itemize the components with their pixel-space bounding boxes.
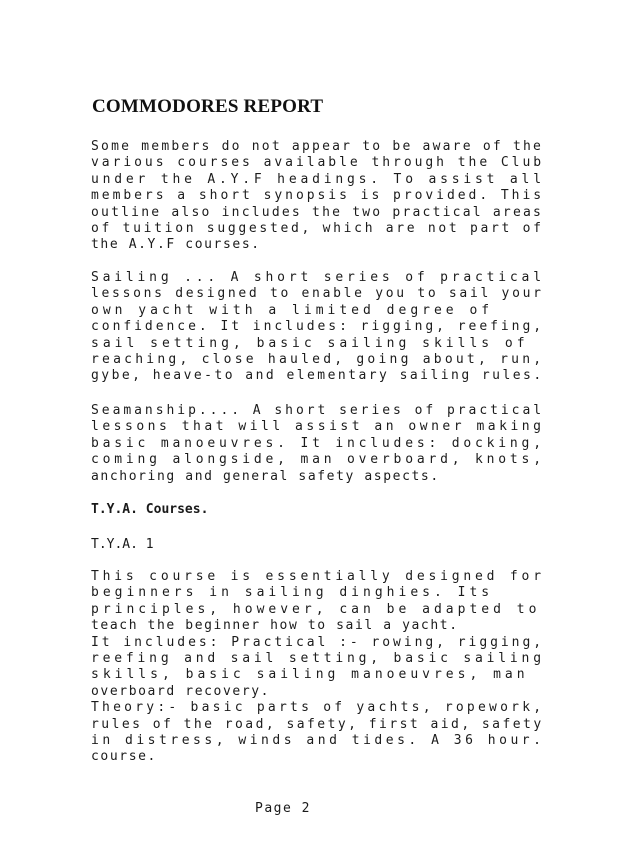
text-line: confidence. It includes: rigging, reefing, <box>91 319 545 335</box>
text-line: teach the beginner how to sail a yacht. <box>91 618 459 634</box>
text-line: outline also includes the two practical areas <box>91 204 544 220</box>
text-line: Seamanship.... A short series of practical <box>91 403 545 418</box>
text-line: sail setting, basic sailing skills of <box>91 335 529 351</box>
text-line: This course is essentially designed for <box>91 569 545 584</box>
seamanship-paragraph <box>91 403 545 485</box>
intro-paragraph <box>91 139 545 254</box>
text-line: under the A.Y.F headings. To assist all <box>91 171 545 187</box>
page-number: Page 2 <box>255 801 311 816</box>
text-line: reefing and sail setting, basic sailing <box>91 651 545 667</box>
text-line: Sailing ... A short series of practical <box>91 270 545 285</box>
tya-courses-heading: T.Y.A. Courses. <box>91 502 209 517</box>
text-line: coming alongside, man overboard, knots, <box>91 452 545 468</box>
text-line: principles, however, can be adapted to <box>91 601 541 617</box>
text-line: rules of the road, safety, first aid, safety <box>91 716 544 732</box>
tya1-heading: T.Y.A. 1 <box>91 537 154 552</box>
text-line: lessons designed to enable you to sail your <box>91 286 544 302</box>
tya1-paragraph <box>91 569 545 766</box>
text-line: own yacht with a limited degree of <box>91 302 494 318</box>
text-line: overboard recovery. <box>91 683 271 699</box>
text-line: members a short synopsis is provided. This <box>91 188 545 204</box>
text-line: of tuition suggested, which are not part of <box>91 221 544 237</box>
page-title: COMMODORES REPORT <box>92 96 324 117</box>
text-line: It includes: Practical :- rowing, rigging, <box>91 634 545 650</box>
text-line: the A.Y.F courses. <box>91 237 261 253</box>
sailing-paragraph <box>91 270 545 385</box>
text-line: Some members do not appear to be aware of the <box>91 139 544 154</box>
text-line: lessons that will assist an owner making <box>91 419 545 435</box>
text-line: skills, basic sailing manoeuvres, man <box>91 667 529 683</box>
text-line: in distress, winds and tides. A 36 hour. <box>91 733 545 749</box>
text-line: various courses available through the Club <box>91 155 545 171</box>
text-line: anchoring and general safety aspects. <box>91 468 440 484</box>
text-line: beginners in sailing dinghies. Its <box>91 585 494 601</box>
text-line: gybe, heave-to and elementary sailing rules. <box>91 368 544 384</box>
text-line: reaching, close hauled, going about, run, <box>91 352 545 368</box>
text-line: course. <box>91 749 157 765</box>
text-line: Theory:- basic parts of yachts, ropework, <box>91 700 545 716</box>
text-line: basic manoeuvres. It includes: docking, <box>91 435 545 451</box>
